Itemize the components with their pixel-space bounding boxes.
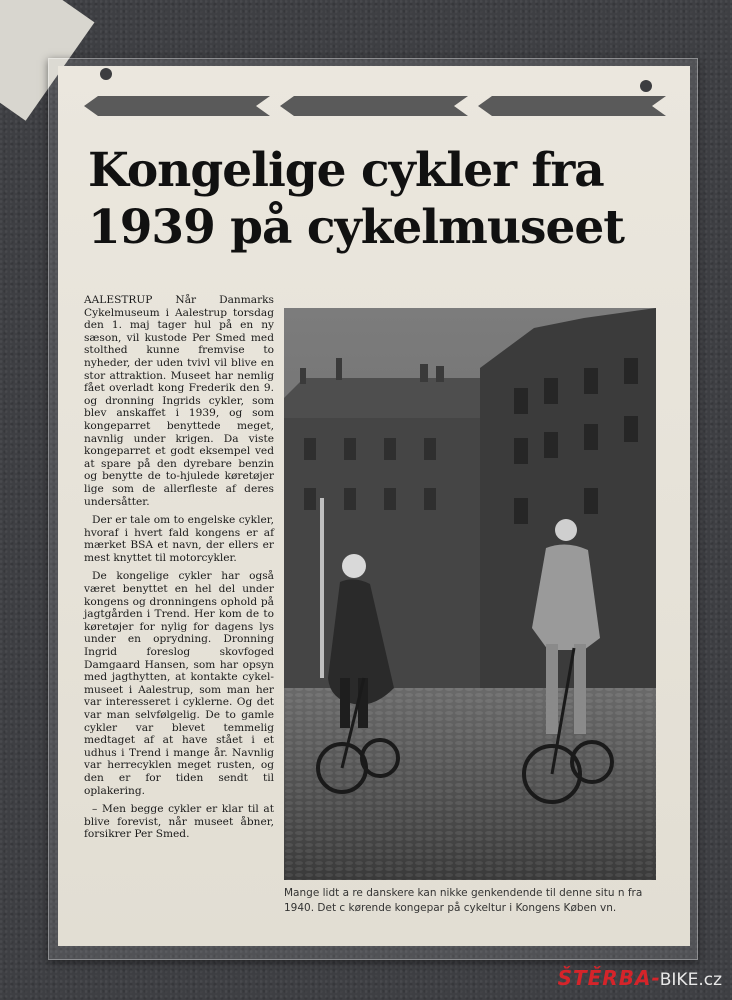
newspaper-clipping [58, 66, 690, 946]
watermark-dash: - [651, 966, 660, 990]
watermark-brand: ŠTĚRBA [557, 966, 652, 990]
banner-arrow-1 [84, 96, 270, 116]
punch-hole-right [640, 80, 652, 92]
site-watermark [558, 966, 722, 990]
banner-arrow-2 [280, 96, 468, 116]
article-body [84, 294, 274, 847]
punch-hole-left [100, 68, 112, 80]
article-paragraph: De kongelige cykler har også været benyttet en hel del under kongens og dronningens ophold på jagtgården i Trend. Her kom de to køretøjer for nylig for dagens lys under en oprydning. Dronning Ingrid foreslog skovfoged Damgaard Hansen, som har opsyn med jagthytten, at kontakte cykel-museet i Aalestrup, som man her var interesseret i cyklerne. Og det var man selvfølgelig. De to gamle cykler var blevet temmelig medtaget af at have stået i et udhus i Trend i mange år. Navnlig var herrecyklen meget rusten, og den er for tiden sendt til oplakering. [84, 570, 274, 797]
article-photo [284, 308, 656, 880]
article-paragraph: AALESTRUP Når Danmarks Cykelmuseum i Aalestrup torsdag den 1. maj tager hul på en ny sæson, vil kustode Per Smed med stolthed kunne fremvise to nyheder, der uden tvivl vil blive en stor attraktion. Museet har nemlig fået overladt kong Frederik den 9. og dronning Ingrids cykler, som blev anskaffet i 1939, og som kongeparret benyttede meget, navnlig under krigen. Da viste kongeparret et godt eksempel ved at spare på den dyrebare benzin og benytte de to-hjulede køretøjer lige som de allerfleste af deres undersåtter. [84, 294, 274, 508]
article-paragraph: – Men begge cykler er klar til at blive forevist, når museet åbner, forsikrer Per Smed. [84, 803, 274, 841]
article-paragraph: Der er tale om to engelske cykler, hvoraf i hvert fald kongens er af mærket BSA et navn, der ellers er mest knyttet til motorcykler. [84, 514, 274, 564]
photo-caption: Mange lidt a re danskere kan nikke genkendende til denne situ n fra 1940. Det c kørende kongepar på cykeltur i Kongens Køben vn. [284, 887, 643, 914]
headline-line-1: Kongelige cykler fra [88, 143, 604, 198]
headline-line-2: 1939 på cykelmuseet [88, 200, 624, 256]
banner-arrow-3 [478, 96, 666, 116]
watermark-domain: BIKE.cz [659, 970, 722, 990]
article-headline [88, 142, 678, 257]
